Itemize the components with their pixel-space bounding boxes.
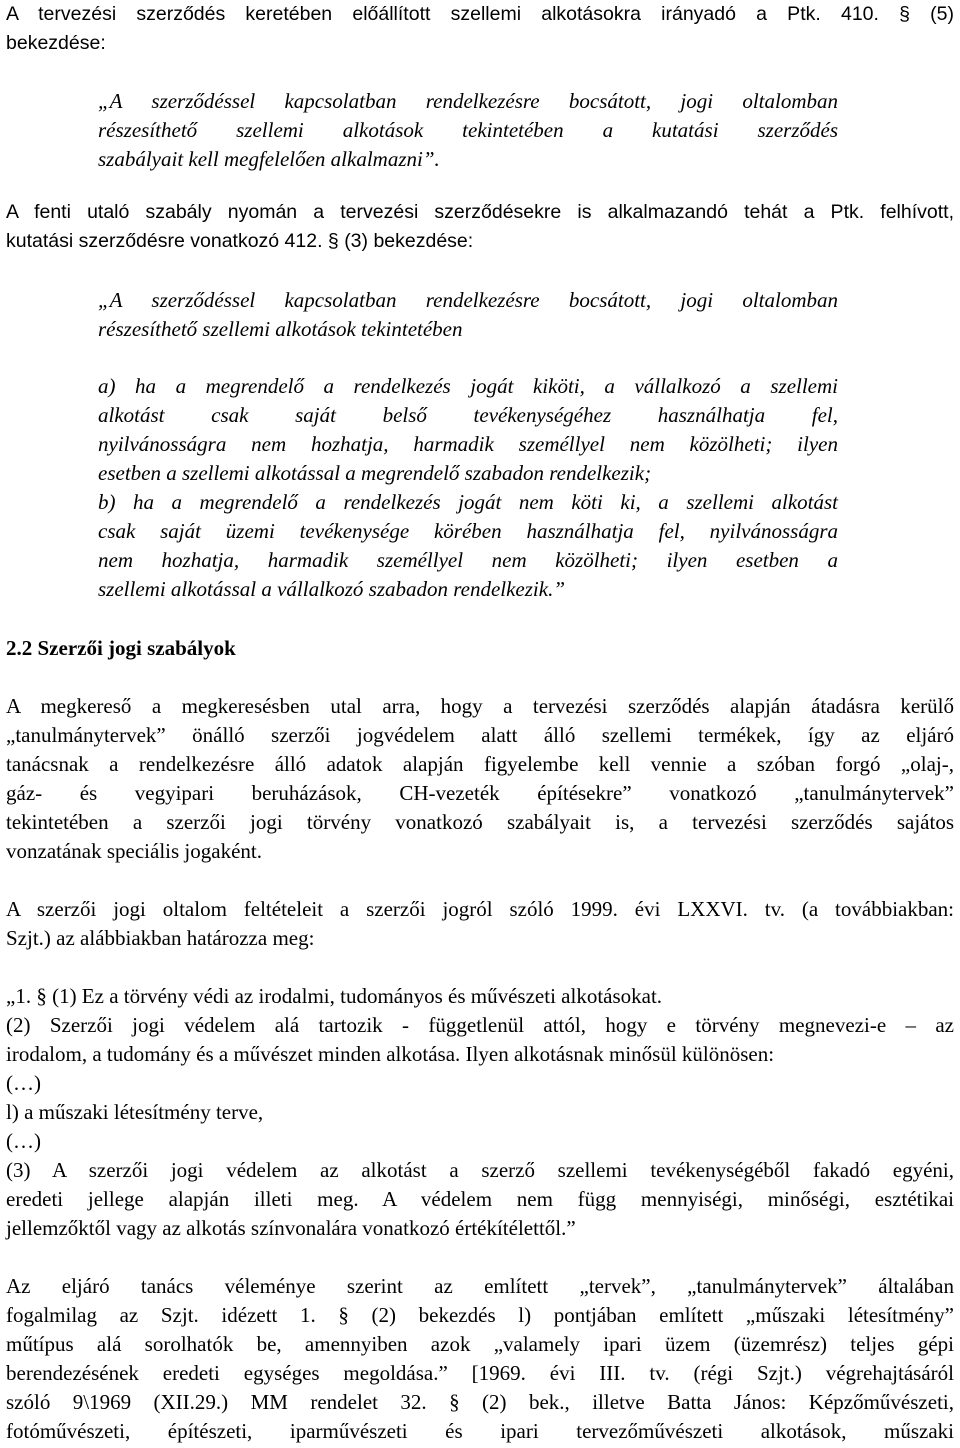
quote-line: szellemi alkotással a vállalkozó szabadon rendelkezik.” — [98, 577, 566, 601]
text-line: A fenti utaló szabály nyomán a tervezési szerződésekre is alkalmazandó tehát a Ptk. felhívott, — [6, 201, 954, 223]
quote-line: a) ha a megrendelő a rendelkezés jogát kiköti, a vállalkozó a szellemi — [98, 374, 838, 398]
text-line: szóló 9\1969 (XII.29.) MM rendelet 32. § (2) bek., illetve Batta János: Képzőművészeti, — [6, 1390, 954, 1414]
text-line: A szerzői jogi oltalom feltételeit a szerzői jogról szóló 1999. évi LXXVI. tv. (a továbbiakban: — [6, 897, 954, 921]
text-line: (…) — [6, 1129, 41, 1153]
text-line: vonzatának speciális jogaként. — [6, 839, 262, 863]
text-line: fogalmilag az Szjt. idézett 1. § (2) bekezdés l) pontjában említett „műszaki létesítmény” — [6, 1303, 954, 1327]
text-line: jellemzőktől vagy az alkotás színvonalára vonatkozó értékítélettől.” — [6, 1216, 576, 1240]
quote-line: részesíthető szellemi alkotások tekintetében a kutatási szerződés — [98, 118, 838, 142]
text-line: gáz- és vegyipari beruházások, CH-vezeték építésekre” vonatkozó „tanulmánytervek” — [6, 781, 954, 805]
text-line: A tervezési szerződés keretében előállított szellemi alkotásokra irányadó a Ptk. 410. § (5) — [6, 3, 954, 25]
quote-line: esetben a szellemi alkotással a megrendelő szabadon rendelkezik; — [98, 461, 652, 485]
text-line: A megkereső a megkeresésben utal arra, hogy a tervezési szerződés alapján átadásra kerülő — [6, 694, 954, 718]
text-line: eredeti jellege alapján illeti meg. A védelem nem függ mennyiségi, minőségi, esztétikai — [6, 1187, 954, 1211]
quote-line: „A szerződéssel kapcsolatban rendelkezésre bocsátott, jogi oltalomban — [98, 288, 838, 312]
text-line: irodalom, a tudomány és a művészet minden alkotása. Ilyen alkotásnak minősül különösen: — [6, 1042, 775, 1066]
section-heading: 2.2 Szerzői jogi szabályok — [6, 636, 236, 660]
text-line: műtípus alá sorolhatók be, amennyiben azok „valamely ipari üzem (üzemrész) teljes gépi — [6, 1332, 954, 1356]
text-line: „tanulmánytervek” önálló szerzői jogvédelem alatt álló szellemi termékek, így az eljáró — [6, 723, 954, 747]
text-line: tekintetében a szerzői jogi törvény vonatkozó szabályait is, a tervezési szerződés sajátos — [6, 810, 954, 834]
text-line: berendezésének eredeti egységes megoldása.” [1969. évi III. tv. (régi Szjt.) végrehajtásáról — [6, 1361, 954, 1385]
text-line: „1. § (1) Ez a törvény védi az irodalmi, tudományos és művészeti alkotásokat. — [6, 984, 663, 1008]
quote-line: nem hozhatja, harmadik személlyel nem közölheti; ilyen esetben a — [98, 548, 838, 572]
quote-line: szabályait kell megfelelően alkalmazni”. — [98, 147, 440, 171]
quote-line: nyilvánosságra nem hozhatja, harmadik személlyel nem közölheti; ilyen — [98, 432, 838, 456]
quote-line: részesíthető szellemi alkotások tekintetében — [98, 317, 463, 341]
quote-line: b) ha a megrendelő a rendelkezés jogát nem köti ki, a szellemi alkotást — [98, 490, 838, 514]
quote-line: „A szerződéssel kapcsolatban rendelkezésre bocsátott, jogi oltalomban — [98, 89, 838, 113]
text-line: l) a műszaki létesítmény terve, — [6, 1100, 264, 1124]
text-line: (3) A szerzői jogi védelem az alkotást a szerző szellemi tevékenységéből fakadó egyéni, — [6, 1158, 954, 1182]
text-line: bekezdése: — [6, 32, 106, 54]
quote-line: alkotást csak saját belső tevékenységéhez használhatja fel, — [98, 403, 838, 427]
text-line: kutatási szerződésre vonatkozó 412. § (3) bekezdése: — [6, 230, 474, 252]
text-line: (2) Szerzői jogi védelem alá tartozik - függetlenül attól, hogy e törvény megnevezi-e – az — [6, 1013, 954, 1037]
text-line: Szjt.) az alábbiakban határozza meg: — [6, 926, 315, 950]
text-line: tanácsnak a rendelkezésre álló adatok alapján figyelembe kell vennie a szóban forgó „olaj-, — [6, 752, 954, 776]
quote-line: csak saját üzemi tevékenysége körében használhatja fel, nyilvánosságra — [98, 519, 838, 543]
text-line: (…) — [6, 1071, 41, 1095]
text-line: Az eljáró tanács véleménye szerint az említett „tervek”, „tanulmánytervek” általában — [6, 1274, 954, 1298]
text-line: fotóművészeti, építészeti, iparművészeti és ipari tervezőművészeti alkotások, műszaki — [6, 1419, 954, 1443]
